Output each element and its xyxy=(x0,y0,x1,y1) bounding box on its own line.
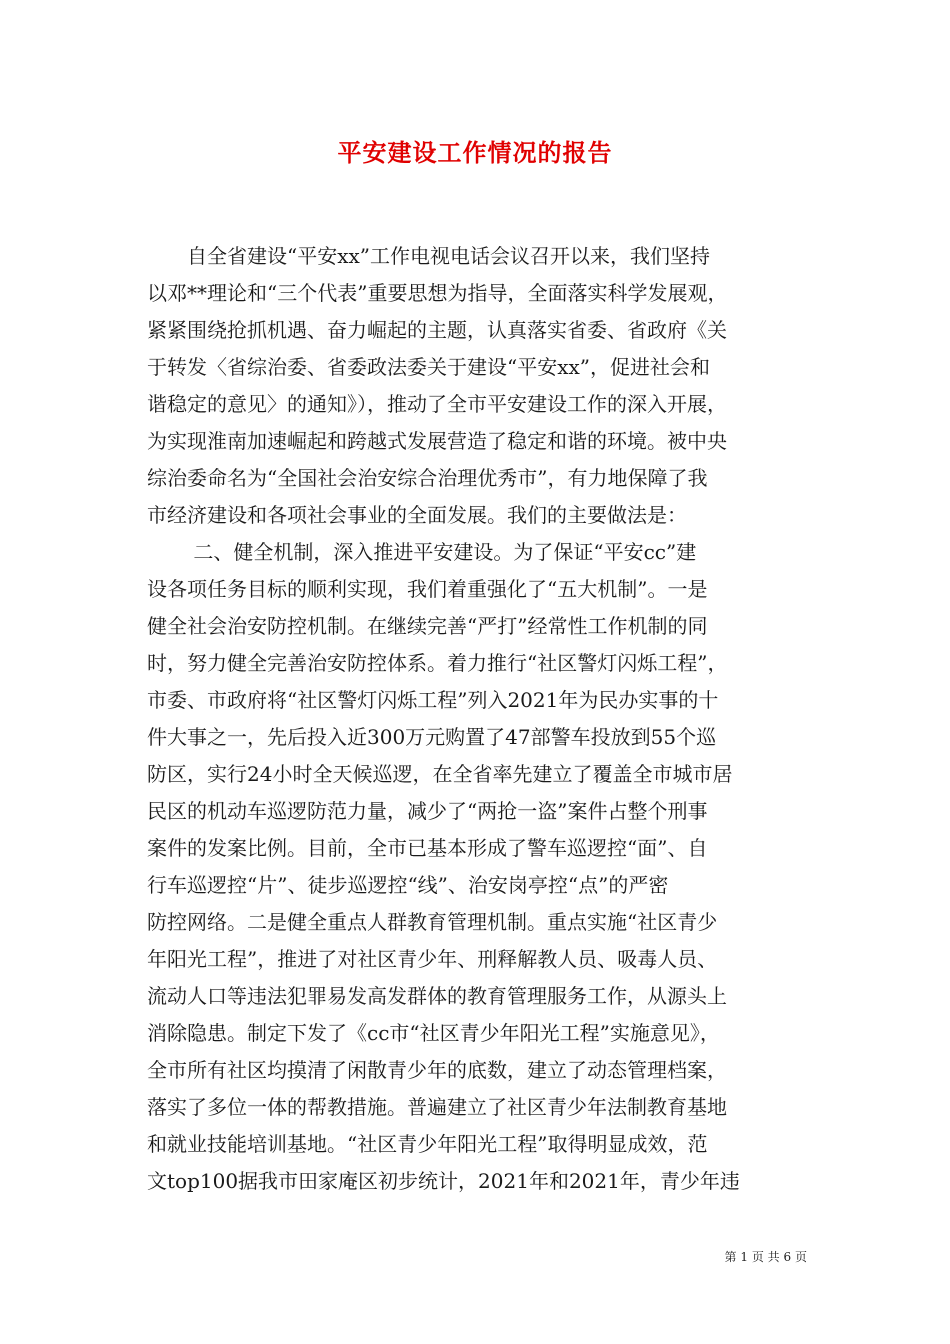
document-body xyxy=(147,238,805,1200)
body-text-line: 和就业技能培训基地。“社区青少年阳光工程”取得明显成效，范 xyxy=(147,1132,708,1156)
body-text-line: 防控网络。二是健全重点人群教育管理机制。重点实施“社区青少 xyxy=(147,910,718,934)
body-text-line: 自全省建设“平安xx”工作电视电话会议召开以来，我们坚持 xyxy=(147,244,711,268)
body-text-line: 谐稳定的意见〉的通知》），推动了全市平安建设工作的深入开展， xyxy=(147,392,727,416)
footer-middle: 页 共 xyxy=(751,1250,780,1264)
document-title: 平安建设工作情况的报告 xyxy=(337,139,613,167)
footer-prefix: 第 xyxy=(724,1250,737,1264)
footer-current-page: 1 xyxy=(740,1250,749,1264)
body-text-line: 于转发〈省综治委、省委政法委关于建设“平安xx”，促进社会和 xyxy=(147,355,711,379)
body-text-line: 件大事之一，先后投入近300万元购置了47部警车投放到55个巡 xyxy=(147,725,717,749)
body-text-line: 为实现淮南加速崛起和跨越式发展营造了稳定和谐的环境。被中央 xyxy=(147,429,727,453)
body-text-line: 健全社会治安防控机制。在继续完善“严打”经常性工作机制的同 xyxy=(147,614,708,638)
body-text-line: 设各项任务目标的顺利实现，我们着重强化了“五大机制”。一是 xyxy=(147,577,708,601)
body-text-line: 民区的机动车巡逻防范力量，减少了“两抢一盗”案件占整个刑事 xyxy=(147,799,708,823)
body-text-line: 紧紧围绕抢抓机遇、奋力崛起的主题，认真落实省委、省政府《关 xyxy=(147,318,727,342)
body-text-line: 时，努力健全完善治安防控体系。着力推行“社区警灯闪烁工程”， xyxy=(147,651,728,675)
footer-suffix: 页 xyxy=(794,1250,807,1264)
body-text-line: 以邓**理论和“三个代表”重要思想为指导，全面落实科学发展观， xyxy=(147,281,728,305)
body-text-line: 消除隐患。制定下发了《cc市“社区青少年阳光工程”实施意见》， xyxy=(147,1021,720,1045)
body-text-line: 案件的发案比例。目前，全市已基本形成了警车巡逻控“面”、自 xyxy=(147,836,708,860)
body-text-line: 行车巡逻控“片”、徒步巡逻控“线”、治安岗亭控“点”的严密 xyxy=(147,873,669,897)
body-text-line: 文top100据我市田家庵区初步统计，2021年和2021年，青少年违 xyxy=(147,1169,740,1193)
body-text-line: 年阳光工程”，推进了对社区青少年、刑释解教人员、吸毒人员、 xyxy=(147,947,718,971)
body-text-line: 二、健全机制，深入推进平安建设。为了保证“平安cc”建 xyxy=(147,540,697,564)
body-text-line: 流动人口等违法犯罪易发高发群体的教育管理服务工作，从源头上 xyxy=(147,984,727,1008)
body-text-line: 市委、市政府将“社区警灯闪烁工程”列入2021年为民办实事的十 xyxy=(147,688,719,712)
body-text-line: 综治委命名为“全国社会治安综合治理优秀市”，有力地保障了我 xyxy=(147,466,708,490)
body-text-line: 落实了多位一体的帮教措施。普遍建立了社区青少年法制教育基地 xyxy=(147,1095,727,1119)
body-text-line: 市经济建设和各项社会事业的全面发展。我们的主要做法是： xyxy=(147,503,687,527)
footer-total-pages: 6 xyxy=(783,1250,792,1264)
body-text-line: 防区，实行24小时全天候巡逻，在全省率先建立了覆盖全市城市居 xyxy=(147,762,733,786)
page-footer xyxy=(725,1248,807,1265)
body-text-line: 全市所有社区均摸清了闲散青少年的底数，建立了动态管理档案， xyxy=(147,1058,727,1082)
